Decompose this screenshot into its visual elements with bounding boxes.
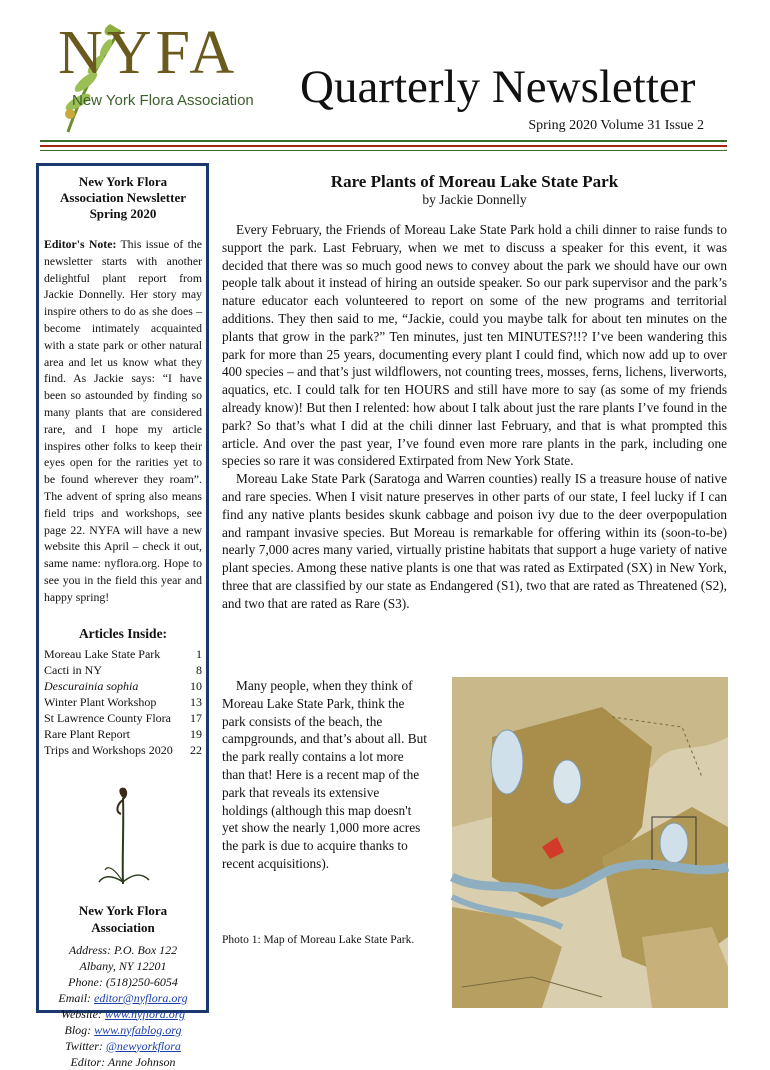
toc-item-page: 8 [196,662,202,677]
sidebar-title-line: New York Flora [78,174,168,189]
twitter-label: Twitter: [65,1038,106,1053]
newsletter-title: Quarterly Newsletter [300,61,696,113]
sidebar-title-line: Association Newsletter [60,190,186,205]
association-title-line: Association [91,919,155,935]
toc-item[interactable] [44,646,202,662]
editor-credit: Editor: Anne Johnson [70,1054,176,1069]
toc-item[interactable] [44,678,202,694]
article-paragraph: Every February, the Friends of Moreau Lake State Park hold a chili dinner to raise funds to support the park. Last February, when we met to discuss a speaker for this event, it was decided that there was so much good news to convey about the park we should have our own people talk about it instead of hiring an outside speaker. So our park supervisor and the park’s nature educator each volunteered to report on some of the new programs and territorial additions. They then said to me, “Jackie, could you maybe talk for about ten minutes on the plants that grow in the park?” Ten minutes, just ten MINUTES?!!? I’ve been wandering this park for more than 25 years, documenting every plant I could find, which now add up to over 400 species – and that’s just wildflowers, not counting trees, mosses, ferns, lichens, liverworts, aquatics, etc. I could talk for ten HOURS and still have more to say (as some of my friends already know)! But then I relented: how about I talk about just the rare plants I’ve found in the park? So that’s what I did at the chili dinner last February, and that is what prompted this article. And over the past year, I’ve found even more rare plants in the park, including one species so rare it was considered Extirpated from New York State. [222,222,727,469]
address-line: Albany, NY 12201 [79,958,167,973]
park-map-image [452,677,728,1008]
header-rule-green-thin [40,150,727,151]
header-rule-green [40,140,727,142]
article-body-continued [222,677,427,873]
toc-item-title: Winter Plant Workshop [44,694,157,709]
editors-note [44,236,202,606]
toc-item-page: 17 [190,710,202,725]
email-label: Email: [58,990,95,1005]
photo-caption: Photo 1: Map of Moreau Lake State Park. [222,934,415,946]
toc-item-title: St Lawrence County Flora [44,710,171,725]
website-row [44,1006,202,1022]
issue-info: Spring 2020 Volume 31 Issue 2 [528,118,704,133]
toc-item-title: Trips and Workshops 2020 [44,742,173,757]
editors-note-text: This issue of the newsletter starts with another delightful plant report from Jackie Donnelly. Her story may inspire others to do as she does – become intimately acquainted with a state park or other natural area and let us know what they find. As Jackie says: “I have been so astounded by finding so many plants that are considered rare, and I hope my article inspires other folks to keep their eyes open for the rarities yet to be found wherever they roam”. The advent of spring also means field trips and workshops, see page 22. NYFA will have a new website this April – check it out, same name: nyflora.org. Hope to see you in the field this year and happy spring! [44,237,202,604]
toc-item-title: Moreau Lake State Park [44,646,161,661]
twitter-row [44,1038,202,1054]
toc-item-title: Cacti in NY [44,662,102,677]
website-link[interactable]: www.nyflora.org [104,1006,185,1021]
blog-row [44,1022,202,1038]
twitter-link[interactable]: @newyorkflora [105,1038,181,1053]
toc-item-page: 22 [190,742,202,757]
association-title [44,902,202,936]
logo-text: NYFA [58,19,239,87]
articles-inside-title: Articles Inside: [78,625,168,641]
toc-item[interactable] [44,694,202,710]
sidebar [36,163,209,1069]
article-title: Rare Plants of Moreau Lake State Park [330,172,619,191]
toc-item-page: 10 [190,678,202,693]
association-title-line: New York Flora [78,902,168,918]
logo-subtitle: New York Flora Association [72,92,254,109]
blog-label: Blog: [64,1022,95,1037]
toc-item[interactable] [44,726,202,742]
toc-item-page: 13 [190,694,202,709]
orchid-plant-icon [93,786,153,886]
header-rule-red [40,145,727,147]
address-line: Address: P.O. Box 122 [68,942,178,957]
email-row [44,990,202,1006]
editors-note-label: Editor's Note: [44,237,117,251]
email-link[interactable]: editor@nyflora.org [94,990,188,1005]
sidebar-title [44,174,202,222]
blog-link[interactable]: www.nyfablog.org [94,1022,182,1037]
phone: Phone: (518)250-6054 [68,974,178,989]
contact-info [44,942,202,1070]
article-paragraph: Moreau Lake State Park (Saratoga and Warren counties) really IS a treasure house of native and rare species. When I visit nature preserves in other parts of our state, I feel lucky if I can find any native plants besides skunk cabbage and poison ivy due to the deer overpopulation and rampant invasive species. But Moreau is remarkable for offering within its (soon-to-be) nearly 7,000 acres many varied, virtually pristine habitats that support a huge variety of native plant species. Among these native plants is one that was rated as Extirpated (SX) in New York, three that are classified by our state as Endangered (S1), two that are rated as Threatened (S2), and two that are rated as Rare (S3). [222,471,727,611]
website-label: Website: [61,1006,105,1021]
article-paragraph: Many people, when they think of Moreau Lake State Park, think the park consists of the beach, the campgrounds, and that’s about all. But the park really contains a lot more than that! Here is a recent map of the park that reveals its extensive holdings (although this map doesn't yet show the nearly 1,000 more acres the park is due to acquire thanks to recent acquisitions). [222,678,427,871]
toc-item-title: Rare Plant Report [44,726,130,741]
toc-item-page: 1 [196,646,202,661]
toc-item[interactable] [44,742,202,758]
toc-item[interactable] [44,710,202,726]
toc-item[interactable] [44,662,202,678]
article-body [222,221,727,613]
toc-item-title: Descurainia sophia [44,678,139,693]
table-of-contents [44,646,202,758]
toc-item-page: 19 [190,726,202,741]
article-byline: by Jackie Donnelly [422,192,527,207]
sidebar-title-line: Spring 2020 [89,206,157,221]
